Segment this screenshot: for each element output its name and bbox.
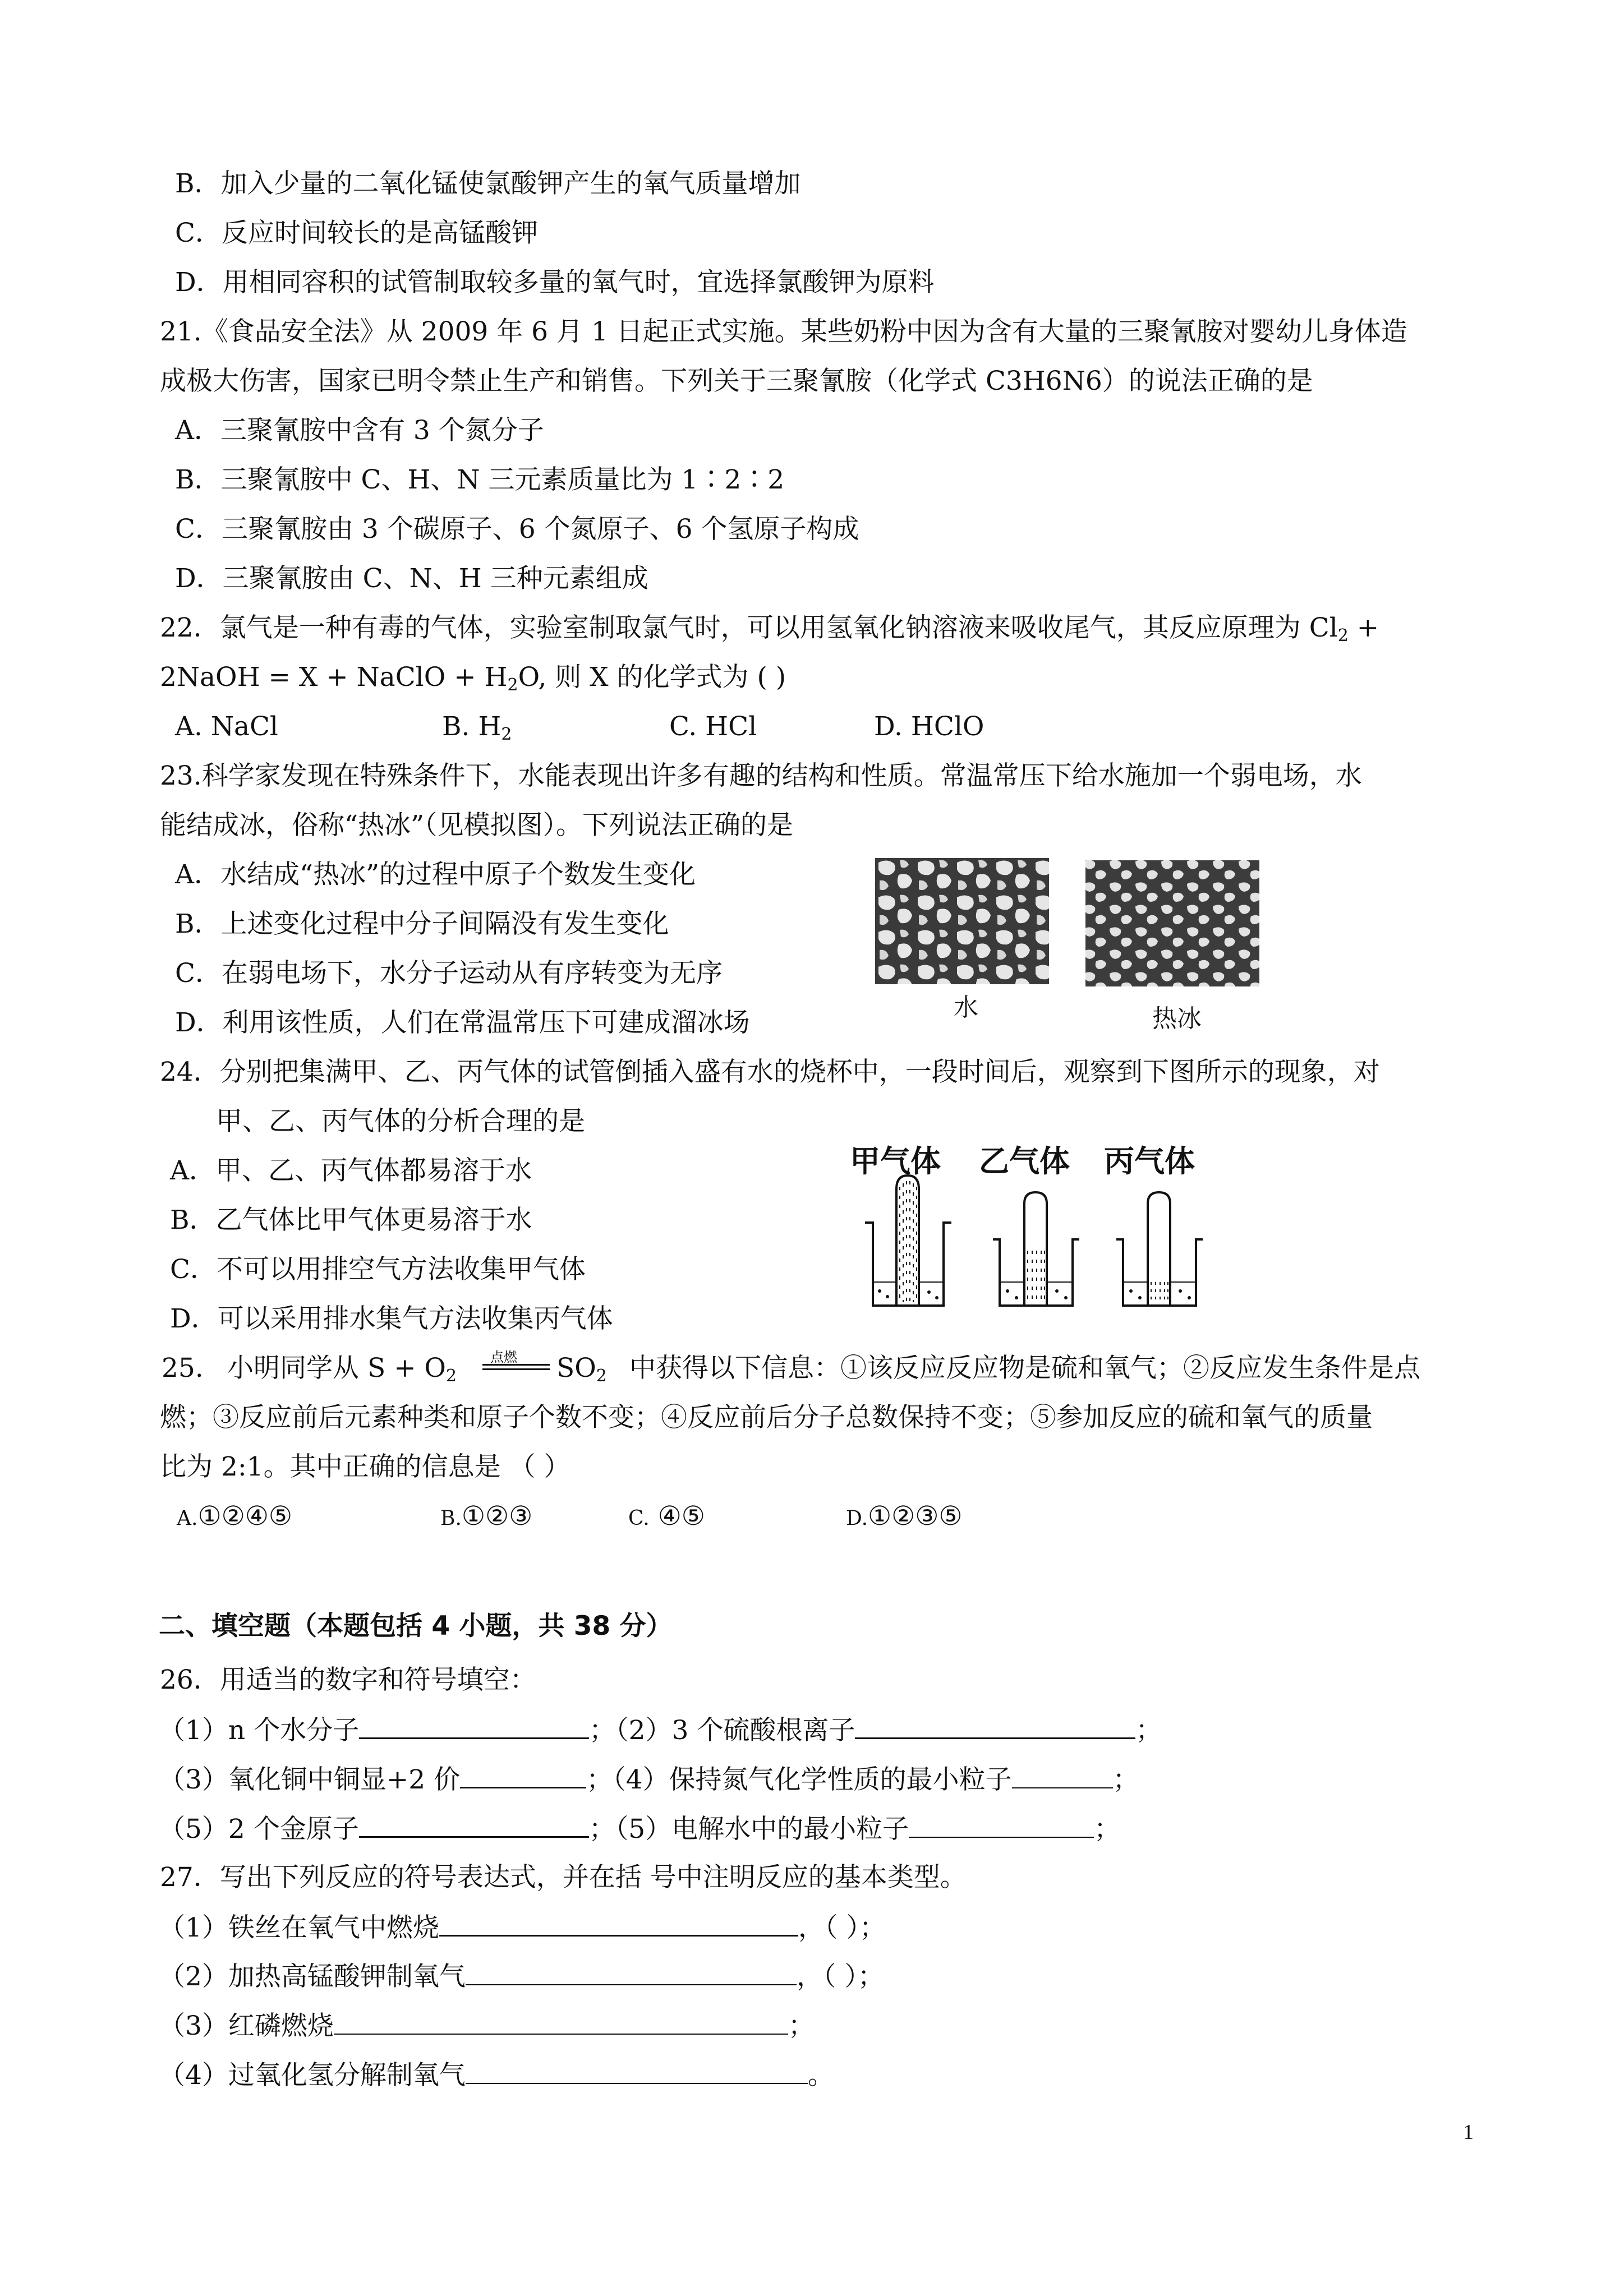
- q25-text: SO: [556, 1353, 596, 1384]
- page-number: 1: [1463, 2120, 1474, 2144]
- figure-label-water: 水: [954, 993, 978, 1022]
- q22-stem-line1: [160, 611, 1379, 653]
- option-text: ④⑤: [657, 1501, 705, 1532]
- beaker-bing: [1116, 1239, 1203, 1306]
- reaction-condition: 点燃: [490, 1349, 517, 1365]
- q22-option-d: D. HClO: [874, 711, 984, 742]
- arrow-line-top: [482, 1364, 550, 1366]
- q27-row3: [159, 2009, 815, 2043]
- q27-item: （4）过氧化氢分解制氧气: [159, 2060, 466, 2091]
- q26-row2: [159, 1762, 1139, 1797]
- reaction-arrow: [482, 1346, 550, 1380]
- q26-item: ；: [1094, 1814, 1121, 1845]
- q21-option-c: C．三聚氰胺由 3 个碳原子、6 个氮原子、6 个氢原子构成: [175, 514, 859, 545]
- q24-stem-line1: 24．分别把集满甲、乙、丙气体的试管倒插入盛有水的烧杯中，一段时间后，观察到下图所示的现象，对: [160, 1057, 1380, 1087]
- q25-number: 25.: [162, 1353, 204, 1384]
- q24-stem-line2: 甲、乙、丙气体的分析合理的是: [216, 1106, 585, 1137]
- q26-item: （1）n 个水分子: [159, 1715, 360, 1746]
- q23-option-c: C．在弱电场下，水分子运动从有序转变为无序: [175, 958, 723, 989]
- q22-text: 2NaOH = X + NaClO + H: [160, 662, 508, 693]
- option-text: ①②③⑤: [868, 1501, 963, 1532]
- q25-stem-line3: 比为 2:1。其中正确的信息是 （ ）: [160, 1451, 571, 1482]
- option-letter: D.: [846, 1507, 868, 1530]
- answer-blank[interactable]: [1012, 1763, 1113, 1788]
- answer-blank[interactable]: [855, 1713, 1135, 1739]
- q27-item: 。: [807, 2060, 834, 2091]
- beaker-jia: [865, 1223, 951, 1306]
- q26-row1: [159, 1713, 1162, 1748]
- subscript: 2: [501, 725, 512, 744]
- water-hotice-figure: [875, 858, 1268, 998]
- subscript: 2: [507, 675, 518, 695]
- q22-text: O, 则 X 的化学式为 ( ): [518, 662, 786, 693]
- q27-item: ，（ ）；: [798, 1912, 886, 1943]
- option-text: ①②④⑤: [197, 1501, 292, 1532]
- q27-row2: [159, 1960, 884, 1994]
- figure-label-gas-yi: 乙气体: [979, 1144, 1070, 1179]
- q26-stem: 26．用适当的数字和符号填空：: [160, 1665, 536, 1695]
- figure-label-gas-jia: 甲气体: [850, 1144, 941, 1179]
- q27-item: （3）红磷燃烧: [159, 2011, 334, 2041]
- arrow-line-bottom: [482, 1368, 550, 1370]
- q23-option-b: B．上述变化过程中分子间隔没有发生变化: [175, 909, 669, 939]
- q24-option-c: C．不可以用排空气方法收集甲气体: [170, 1254, 586, 1285]
- gas-tubes-figure: [853, 1172, 1257, 1318]
- water-structure-image: [875, 858, 1049, 984]
- answer-blank[interactable]: [460, 1762, 586, 1788]
- answer-blank[interactable]: [466, 2058, 808, 2084]
- q23-option-d: D．利用该性质，人们在常温常压下可建成溜冰场: [175, 1007, 750, 1038]
- q24-option-d: D．可以采用排水集气方法收集丙气体: [170, 1303, 613, 1334]
- q21-stem-line2: 成极大伤害，国家已明令禁止生产和销售。下列关于三聚氰胺（化学式 C3H6N6）的说法正确的是: [160, 366, 1313, 397]
- q26-item: ；（5）电解水中的最小粒子: [588, 1814, 909, 1845]
- q25-option-a: [177, 1500, 292, 1536]
- q22-option-c: C. HCl: [669, 711, 757, 742]
- tube-bing: [1148, 1192, 1170, 1304]
- hotice-structure-image: [1085, 860, 1259, 986]
- q25-option-c: [628, 1500, 705, 1536]
- q22-text: B. H: [442, 711, 502, 742]
- q21-option-d: D．三聚氰胺由 C、N、H 三种元素组成: [175, 563, 648, 594]
- q25-option-d: [846, 1500, 963, 1536]
- q26-item: （5）2 个金原子: [159, 1814, 359, 1845]
- answer-blank[interactable]: [359, 1811, 589, 1838]
- q27-row4: [159, 2058, 834, 2092]
- option-text: ①②③: [461, 1501, 533, 1532]
- q27-row1: [159, 1910, 886, 1945]
- q24-option-a: A．甲、乙、丙气体都易溶于水: [170, 1155, 532, 1186]
- q25-stem-line2: 燃；③反应前后元素种类和原子个数不变；④反应前后分子总数保持不变；⑤参加反应的硫和氧气的质量: [160, 1402, 1373, 1433]
- q22-option-a: A. NaCl: [175, 711, 278, 742]
- q22-text: 22．氯气是一种有毒的气体，实验室制取氯气时，可以用氢氧化钠溶液来吸收尾气，其反应原理为 Cl: [160, 612, 1338, 643]
- q26-item: ；（2）3 个硫酸根离子: [589, 1715, 855, 1746]
- q20-option-c: C．反应时间较长的是高锰酸钾: [175, 218, 538, 248]
- tube-jia: [896, 1175, 919, 1304]
- answer-blank[interactable]: [334, 2009, 788, 2035]
- option-letter: C.: [628, 1507, 650, 1530]
- q23-stem-line1: 23.科学家发现在特殊条件下，水能表现出许多有趣的结构和性质。常温常压下给水施加一个弱电场，水: [160, 760, 1362, 791]
- q21-option-b: B．三聚氰胺中 C、H、N 三元素质量比为 1∶2∶2: [175, 464, 785, 495]
- q27-item: ，（ ）；: [796, 1961, 884, 1992]
- q21-option-a: A．三聚氰胺中含有 3 个氮分子: [175, 415, 544, 446]
- q22-option-b: [442, 710, 512, 751]
- q25-product: [556, 1352, 607, 1393]
- q25-stem-line1-rest: 中获得以下信息：①该反应反应物是硫和氧气；②反应发生条件是点: [629, 1353, 1420, 1384]
- q25-text: 小明同学从 S + O: [227, 1353, 446, 1384]
- q26-item: ；: [1112, 1764, 1139, 1795]
- q27-item: ；: [788, 2011, 815, 2041]
- subscript: 2: [445, 1366, 457, 1386]
- q27-item: （2）加热高锰酸钾制氧气: [159, 1961, 466, 1992]
- q23-option-a: A．水结成“热冰”的过程中原子个数发生变化: [175, 859, 696, 890]
- q26-item: （3）氧化铜中铜显+2 价: [159, 1764, 461, 1795]
- q23-stem-line2: 能结成冰，俗称“热冰”（见模拟图）。下列说法正确的是: [160, 810, 794, 841]
- q25-stem-line1: [227, 1352, 457, 1393]
- q27-item: （1）铁丝在氧气中燃烧: [159, 1912, 439, 1943]
- q24-option-b: B．乙气体比甲气体更易溶于水: [170, 1205, 532, 1235]
- q20-option-b: B．加入少量的二氧化锰使氯酸钾产生的氧气质量增加: [175, 168, 801, 199]
- answer-blank[interactable]: [359, 1713, 589, 1739]
- q21-stem-line1: 21.《食品安全法》从 2009 年 6 月 1 日起正式实施。某些奶粉中因为含有大量的三聚氰胺对婴幼儿身体造: [160, 316, 1407, 347]
- q27-stem: 27．写出下列反应的符号表达式，并在括 号中注明反应的基本类型。: [160, 1862, 967, 1893]
- q25-option-b: [440, 1500, 532, 1536]
- figure-label-gas-bing: 丙气体: [1104, 1144, 1195, 1179]
- q26-item: ；: [1135, 1715, 1162, 1746]
- q22-text: +: [1348, 612, 1379, 643]
- option-letter: A.: [177, 1507, 198, 1530]
- section-heading: 二、填空题（本题包括 4 小题，共 38 分）: [159, 1611, 673, 1642]
- answer-blank[interactable]: [439, 1910, 798, 1937]
- q20-option-d: D．用相同容积的试管制取较多量的氧气时，宜选择氯酸钾为原料: [175, 267, 935, 298]
- q26-row3: [159, 1811, 1120, 1846]
- answer-blank[interactable]: [909, 1812, 1094, 1838]
- figure-label-hotice: 热冰: [1152, 1004, 1202, 1033]
- answer-blank[interactable]: [466, 1960, 797, 1985]
- subscript: 2: [596, 1366, 607, 1386]
- option-letter: B.: [440, 1507, 462, 1530]
- subscript: 2: [1337, 626, 1349, 646]
- q22-stem-line2: [160, 661, 786, 702]
- q26-item: ；（4）保持氮气化学性质的最小粒子: [586, 1764, 1012, 1795]
